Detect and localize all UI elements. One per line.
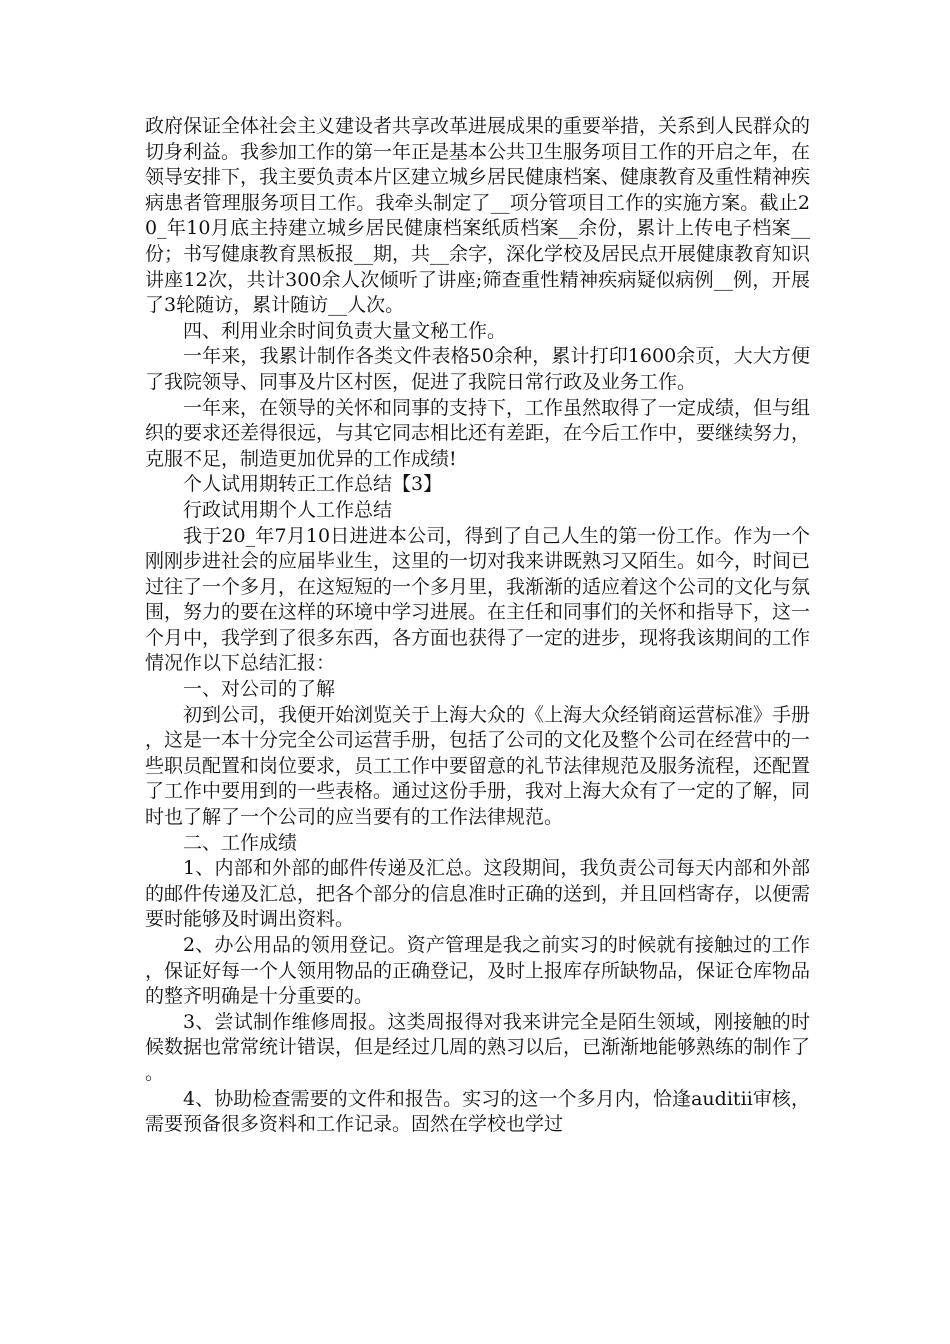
paragraph-4: 一年来，在领导的关怀和同事的支持下，工作虽然取得了一定成绩，但与组织的要求还差得很远，与其它同志相比还有差距，在今后工作中，要继续努力，克服不足，制造更加优异的工作成绩! [145,396,811,470]
paragraph-11: 1、内部和外部的邮件传递及汇总。这段期间，我负责公司每天内部和外部的邮件传递及汇总，把各个部分的信息准时正确的送到，并且回档寄存，以便需要时能够及时调出资料。 [145,857,811,931]
document-page [145,114,810,1138]
article-subtitle: 行政试用期个人工作总结 [183,498,393,521]
paragraph-7: 我于20_年7月10日进进本公司，得到了自己人生的第一份工作。作为一个刚刚步进社会的应届毕业生，这里的一切对我来讲既熟习又陌生。如今，时间已过往了一个多月，在这短短的一个多月里，我渐渐的适应着这个公司的文化与氛围，努力的要在这样的环境中学习进展。在主任和同事们的关怀和指导下，这一个月中，我学到了很多东西，各方面也获得了一定的进步，现将我该期间的工作情况作以下总结汇报： [145,524,811,675]
paragraph-13: 3、尝试制作维修周报。这类周报得对我来讲完全是陌生领域，刚接触的时候数据也常常统计错误，但是经过几周的熟习以后，已渐渐地能够熟练的制作了。 [145,1010,811,1084]
section-heading-4: 四、利用业余时间负责大量文秘工作。 [183,319,507,342]
paragraph-3: 一年来，我累计制作各类文件表格50余种，累计打印1600余页，大大方便了我院领导、同事及片区村医，促进了我院日常行政及业务工作。 [145,345,810,393]
paragraph-14: 4、协助检查需要的文件和报告。实习的这一个多月内，恰逢auditⅱ审核，需要预备很多资料和工作记录。固然在学校也学过 [145,1087,810,1136]
paragraph-12: 2、办公用品的领用登记。资产管理是我之前实习的时候就有接触过的工作，保证好每一个人领用物品的正确登记，及时上报库存所缺物品，保证仓库物品的整齐明确是十分重要的。 [145,934,811,1008]
paragraph-1: 政府保证全体社会主义建设者共享改革进展成果的重要举措，关系到人民群众的切身利益。我参加工作的第一年正是基本公共卫生服务项目工作的开启之年，在领导安排下，我主要负责本片区建立城乡居民健康档案、健康教育及重性精神疾病患者管理服务项目工作。我牵头制定了__项分管项目工作的实施方案。截止20_年10月底主持建立城乡居民健康档案纸质档案__余份，累计上传电子档案__份；书写健康教育黑板报__期，共__余字，深化学校及居民点开展健康教育知识讲座12次，共计300余人次倾听了讲座;筛查重性精神疾病疑似病例__例，开展了3轮随访，累计随访__人次。 [145,115,811,317]
section-heading-2: 二、工作成绩 [183,831,298,854]
article-title: 个人试用期转正工作总结【3】 [183,473,443,496]
section-heading-1: 一、对公司的了解 [183,678,336,701]
paragraph-9: 初到公司，我便开始浏览关于上海大众的《上海大众经销商运营标准》手册，这是一本十分完全公司运营手册，包括了公司的文化及整个公司在经营中的一些职员配置和岗位要求，员工工作中要留意的礼节法律规范及服务流程，还配置了工作中要用到的一些表格。通过这份手册，我对上海大众有了一定的了解，同时也了解了一个公司的应当要有的工作法律规范。 [145,703,811,829]
